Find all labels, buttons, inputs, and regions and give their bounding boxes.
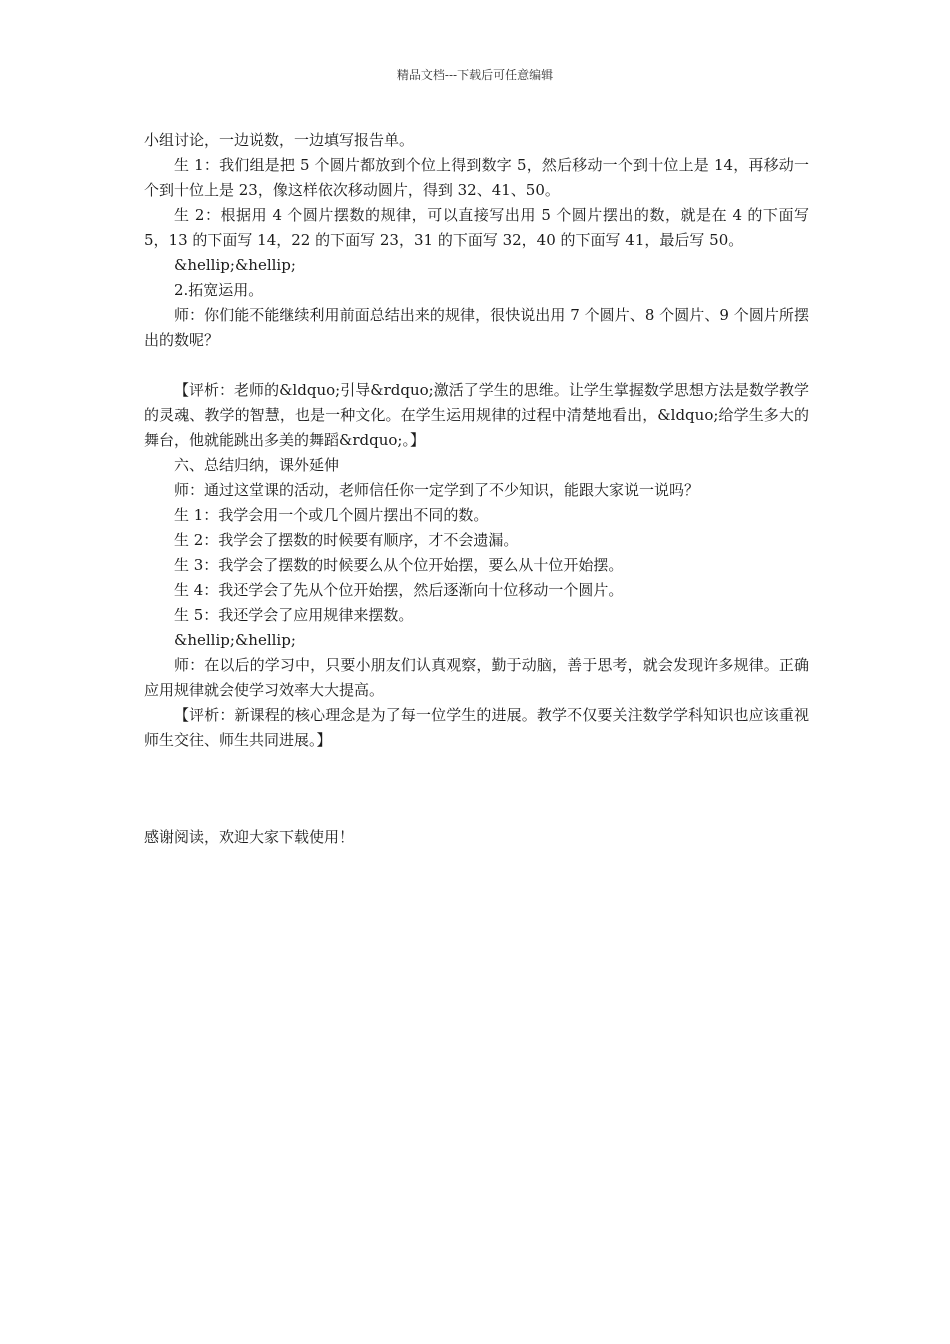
paragraph: 小组讨论，一边说数，一边填写报告单。	[144, 131, 415, 149]
paragraph: 生 1：我们组是把 5 个圆片都放到个位上得到数字 5，然后移动一个到十位上是 14，再移动一个到十位上是 23，像这样依次移动圆片，得到 32、41、50。	[144, 156, 809, 199]
paragraph: 师：通过这堂课的活动，老师信任你一定学到了不少知识，能跟大家说一说吗？	[174, 481, 700, 499]
paragraph: 【评析：新课程的核心理念是为了每一位学生的进展。教学不仅要关注数学学科知识也应该重视师生交往、师生共同进展。】	[144, 706, 809, 749]
paragraph: 生 1：我学会用一个或几个圆片摆出不同的数。	[174, 506, 489, 524]
paragraph: 师：在以后的学习中，只要小朋友们认真观察，勤于动脑，善于思考，就会发现许多规律。正确应用规律就会使学习效率大大提高。	[144, 656, 809, 699]
paragraph: &hellip;&hellip;	[174, 631, 296, 649]
section-heading: 六、总结归纳，课外延伸	[174, 456, 340, 474]
paragraph: 生 2：根据用 4 个圆片摆数的规律，可以直接写出用 5 个圆片摆出的数，就是在 4 的下面写 5，13 的下面写 14，22 的下面写 23，31 的下面写 32，40 的下面写 41，最后写 50。	[144, 206, 809, 249]
paragraph: 生 2：我学会了摆数的时候要有顺序，才不会遗漏。	[174, 531, 519, 549]
blank-line	[144, 353, 809, 378]
page-header: 精品文档---下载后可任意编辑	[396, 68, 554, 82]
paragraph: 2.拓宽运用。	[174, 281, 264, 299]
paragraph: 生 3：我学会了摆数的时候要么从个位开始摆，要么从十位开始摆。	[174, 556, 624, 574]
document-body	[144, 128, 809, 850]
spacer	[144, 753, 809, 825]
paragraph: 生 5：我还学会了应用规律来摆数。	[174, 606, 414, 624]
paragraph: 【评析：老师的&ldquo;引导&rdquo;激活了学生的思维。让学生掌握数学思想方法是数学教学的灵魂、教学的智慧，也是一种文化。在学生运用规律的过程中清楚地看出，&ldquo;给学生多大的舞台，他就能跳出多美的舞蹈&rdquo;。】	[144, 381, 809, 449]
closing-note: 感谢阅读，欢迎大家下载使用！	[144, 828, 355, 846]
paragraph: 生 4：我还学会了先从个位开始摆，然后逐渐向十位移动一个圆片。	[174, 581, 624, 599]
paragraph: &hellip;&hellip;	[174, 256, 296, 274]
paragraph: 师：你们能不能继续利用前面总结出来的规律，很快说出用 7 个圆片、8 个圆片、9 个圆片所摆出的数呢？	[144, 306, 809, 349]
